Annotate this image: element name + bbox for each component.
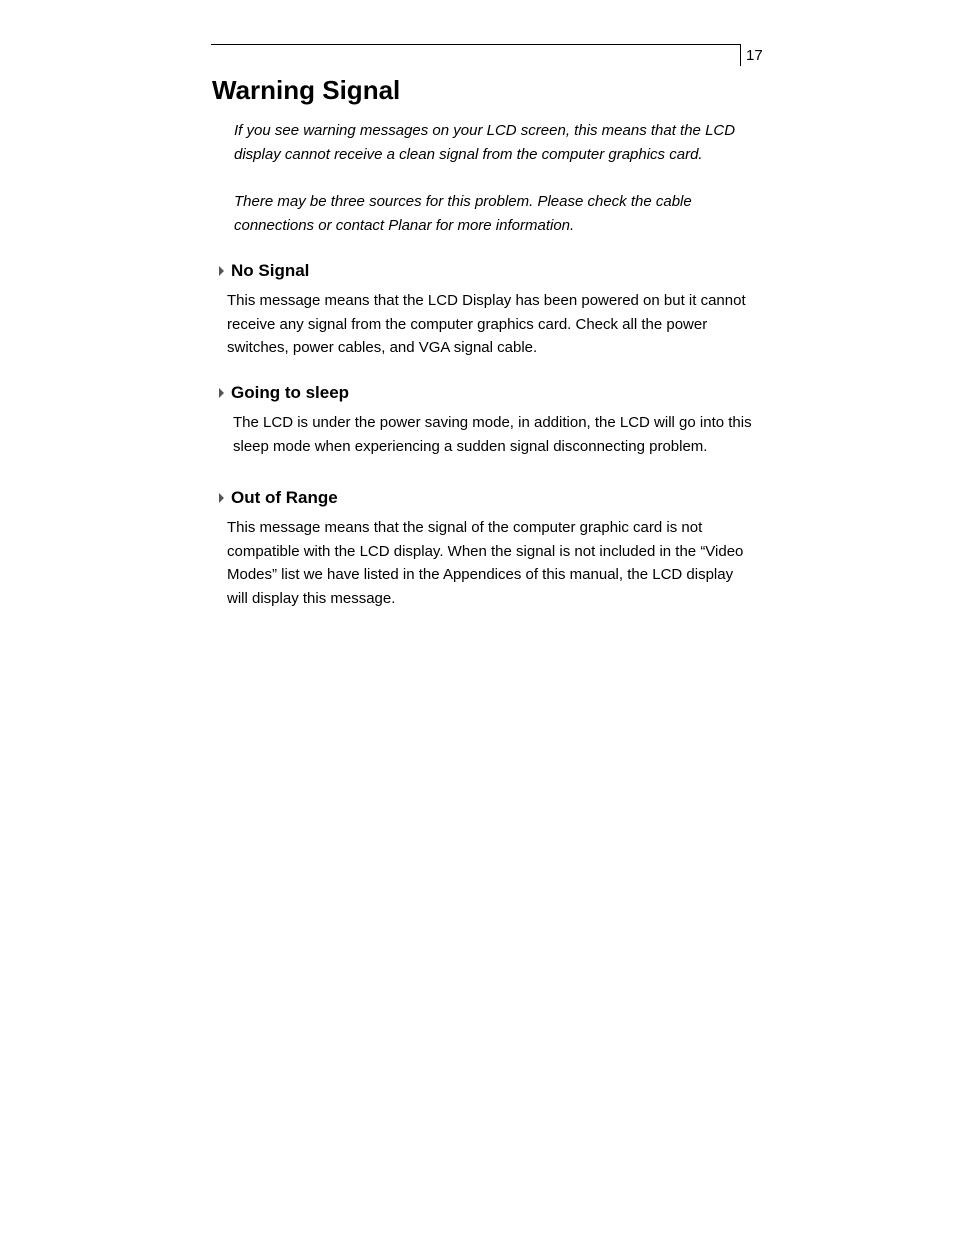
section-heading-no-signal bbox=[216, 260, 309, 282]
header-rule bbox=[211, 44, 741, 45]
section-heading-label: Out of Range bbox=[231, 488, 338, 507]
page-number: 17 bbox=[746, 47, 763, 64]
section-body-out-of-range: This message means that the signal of the computer graphic card is not compatible with the LCD display. When the signal is not included in the “Video Modes” list we have listed in the Appendices of this manual, the LCD display will display this message. bbox=[227, 519, 744, 607]
header-divider bbox=[740, 44, 741, 66]
triangle-right-icon bbox=[219, 493, 224, 503]
section-body-going-to-sleep: The LCD is under the power saving mode, in addition, the LCD will go into this sleep mode when experiencing a sudden signal disconnecting problem. bbox=[233, 414, 752, 455]
section-heading-out-of-range bbox=[216, 487, 338, 509]
section-heading-label: Going to sleep bbox=[231, 383, 350, 402]
section-body-no-signal: This message means that the LCD Display has been powered on but it cannot receive any signal from the computer graphics card. Check all the power switches, power cables, and VGA signal cable. bbox=[227, 292, 746, 356]
page-title: Warning Signal bbox=[212, 75, 401, 105]
triangle-right-icon bbox=[219, 266, 224, 276]
section-heading-going-to-sleep bbox=[216, 382, 349, 404]
section-heading-label: No Signal bbox=[231, 261, 310, 280]
triangle-right-icon bbox=[219, 388, 224, 398]
intro-paragraph: If you see warning messages on your LCD screen, this means that the LCD display cannot receive a clean signal from the computer graphics card. bbox=[234, 122, 736, 163]
intro-paragraph: There may be three sources for this problem. Please check the cable connections or contact Planar for more information. bbox=[234, 193, 692, 234]
